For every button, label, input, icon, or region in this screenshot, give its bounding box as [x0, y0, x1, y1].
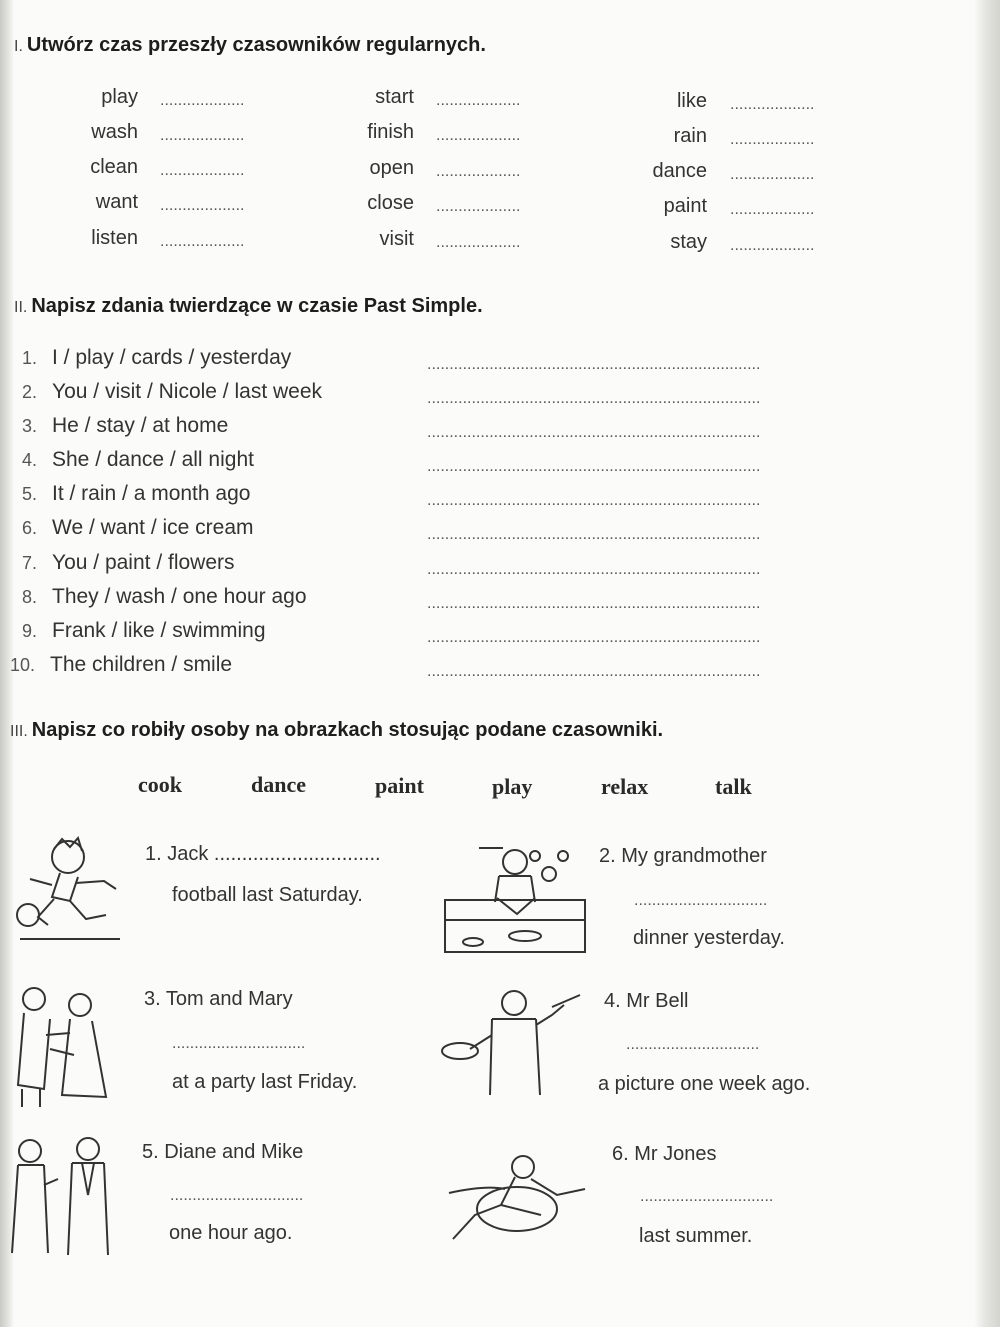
section-2-title: Napisz zdania twierdzące w czasie Past Simple. — [31, 295, 483, 317]
verb-blank[interactable]: ................... — [730, 131, 815, 148]
sentence-number: 10. — [10, 655, 36, 675]
talking-people-icon — [8, 1135, 128, 1260]
picture-6-rest: last summer. — [639, 1225, 753, 1247]
verb-stay: stay — [670, 231, 707, 253]
sentence-item — [22, 619, 266, 643]
picture-1-rest: football last Saturday. — [172, 884, 363, 906]
verb-listen: listen — [91, 227, 138, 249]
section-3-title: Napisz co robiły osoby na obrazkach stosując podane czasowniki. — [31, 719, 664, 741]
sentence-answer-line[interactable]: ........................................................................... — [427, 595, 761, 612]
sentence-prompt: They / wash / one hour ago — [52, 585, 307, 608]
sentence-item — [22, 414, 228, 438]
verb-blank[interactable]: ................... — [730, 237, 815, 254]
verb-want: want — [95, 191, 138, 213]
sentence-answer-line[interactable]: ........................................................................... — [427, 629, 761, 646]
sentence-answer-line[interactable]: ........................................................................... — [427, 526, 761, 543]
sentence-answer-line[interactable]: ........................................................................... — [427, 390, 761, 407]
picture-1-subject[interactable]: 1. Jack .............................. — [145, 843, 381, 865]
section-1-number: I. — [14, 38, 23, 55]
sentence-prompt: The children / smile — [50, 653, 233, 676]
verb-blank[interactable]: ................... — [436, 163, 521, 180]
verb-wash: wash — [91, 121, 138, 143]
sentence-prompt: You / visit / Nicole / last week — [52, 380, 323, 403]
sentence-item — [22, 448, 254, 472]
verb-blank[interactable]: ................... — [160, 162, 245, 179]
section-2-heading — [14, 295, 483, 318]
section-2-number: II. — [14, 299, 28, 316]
verb-rain: rain — [673, 125, 707, 147]
painter-icon — [440, 985, 585, 1100]
sentence-number: 3. — [22, 416, 38, 436]
sentence-number: 4. — [22, 450, 38, 470]
section-1-title: Utwórz czas przeszły czasowników regularnych. — [26, 34, 486, 56]
sentence-item — [22, 346, 291, 370]
word-bank-talk: talk — [715, 774, 752, 799]
section-1-heading — [14, 34, 486, 57]
picture-5-blank[interactable]: .............................. — [170, 1187, 304, 1204]
cooking-woman-icon — [443, 840, 588, 955]
verb-blank[interactable]: ................... — [160, 233, 245, 250]
picture-2-subject: 2. My grandmother — [599, 845, 767, 867]
sentence-number: 7. — [22, 553, 38, 573]
sentence-prompt: He / stay / at home — [52, 414, 229, 437]
sentence-prompt: Frank / like / swimming — [52, 619, 266, 642]
dancing-couple-icon — [10, 985, 125, 1110]
verb-clean: clean — [90, 156, 138, 178]
picture-2-blank[interactable]: .............................. — [634, 892, 768, 909]
section-3-number: III. — [10, 723, 28, 740]
verb-blank[interactable]: ................... — [160, 92, 245, 109]
picture-5-rest: one hour ago. — [169, 1222, 293, 1244]
verb-close: close — [367, 192, 414, 214]
sentence-number: 8. — [22, 587, 38, 607]
sentence-item — [22, 482, 250, 506]
sentence-number: 6. — [22, 518, 38, 538]
sentence-item — [22, 380, 322, 404]
verb-start: start — [375, 86, 414, 108]
sentence-prompt: It / rain / a month ago — [52, 482, 251, 505]
picture-2-rest: dinner yesterday. — [633, 927, 785, 949]
verb-like: like — [676, 90, 707, 112]
verb-blank[interactable]: ................... — [730, 96, 815, 113]
sentence-answer-line[interactable]: ........................................................................... — [427, 458, 761, 475]
word-bank-paint: paint — [375, 773, 424, 798]
sentence-prompt: I / play / cards / yesterday — [52, 346, 292, 369]
sentence-prompt: You / paint / flowers — [52, 551, 235, 574]
picture-4-subject: 4. Mr Bell — [604, 990, 689, 1012]
section-3-heading — [10, 719, 663, 742]
picture-3-blank[interactable]: .............................. — [172, 1035, 306, 1052]
verb-paint: paint — [663, 195, 707, 217]
verb-play: play — [101, 86, 138, 108]
sentence-answer-line[interactable]: ........................................................................... — [427, 561, 761, 578]
verb-blank[interactable]: ................... — [160, 197, 245, 214]
sentence-answer-line[interactable]: ........................................................................... — [427, 663, 761, 680]
sentence-number: 5. — [22, 484, 38, 504]
picture-5-subject: 5. Diane and Mike — [142, 1141, 304, 1163]
sentence-prompt: We / want / ice cream — [52, 516, 254, 539]
sentence-item — [22, 551, 235, 575]
sentence-item — [22, 585, 307, 609]
verb-blank[interactable]: ................... — [730, 166, 815, 183]
relaxing-man-icon — [445, 1145, 590, 1255]
sentence-prompt: She / dance / all night — [52, 448, 254, 471]
football-player-icon — [8, 835, 123, 945]
sentence-number: 1. — [22, 348, 38, 368]
page-edge-right — [974, 0, 1000, 1327]
verb-blank[interactable]: ................... — [436, 234, 521, 251]
verb-blank[interactable]: ................... — [436, 92, 521, 109]
picture-4-rest: a picture one week ago. — [598, 1073, 811, 1095]
sentence-number: 9. — [22, 621, 38, 641]
verb-blank[interactable]: ................... — [730, 201, 815, 218]
word-bank-relax: relax — [601, 774, 649, 799]
sentence-item — [10, 653, 232, 677]
verb-blank[interactable]: ................... — [436, 198, 521, 215]
picture-4-blank[interactable]: .............................. — [626, 1036, 760, 1053]
sentence-answer-line[interactable]: ........................................................................... — [427, 356, 761, 373]
verb-finish: finish — [367, 121, 414, 143]
sentence-answer-line[interactable]: ........................................................................... — [427, 424, 761, 441]
sentence-answer-line[interactable]: ........................................................................... — [427, 492, 761, 509]
word-bank-play: play — [492, 774, 533, 799]
picture-3-subject: 3. Tom and Mary — [144, 988, 293, 1010]
word-bank-dance: dance — [251, 772, 306, 797]
verb-visit: visit — [379, 228, 414, 250]
sentence-item — [22, 516, 254, 540]
verb-blank[interactable]: ................... — [436, 127, 521, 144]
word-bank-cook: cook — [138, 772, 182, 797]
picture-6-blank[interactable]: .............................. — [640, 1188, 774, 1205]
verb-blank[interactable]: ................... — [160, 127, 245, 144]
picture-6-subject: 6. Mr Jones — [612, 1143, 717, 1165]
verb-open: open — [369, 157, 414, 179]
verb-dance: dance — [652, 160, 707, 182]
picture-3-rest: at a party last Friday. — [172, 1071, 358, 1093]
sentence-number: 2. — [22, 382, 38, 402]
